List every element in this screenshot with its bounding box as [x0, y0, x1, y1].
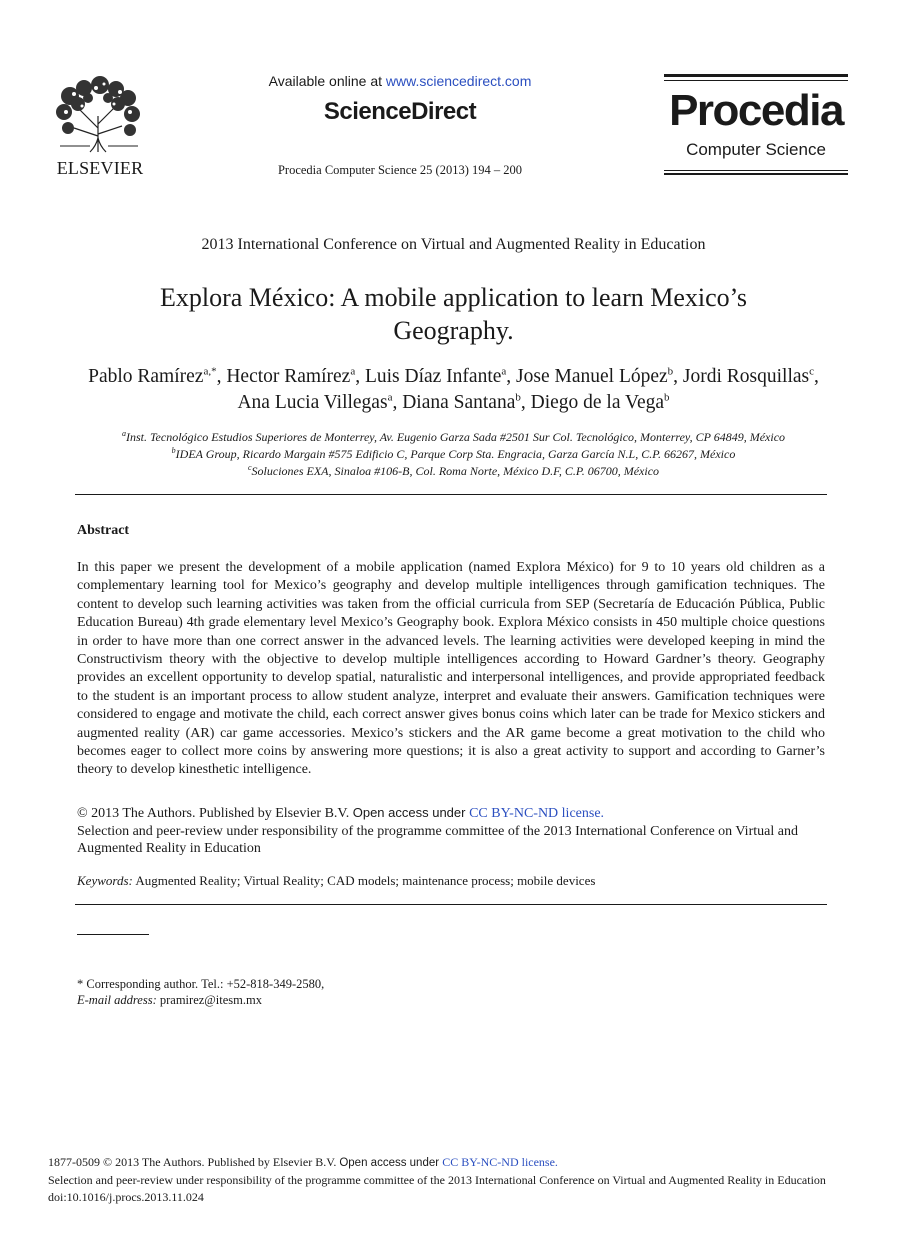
affiliation-list: [40, 429, 867, 480]
author-name: Ana Lucia Villegas: [237, 392, 388, 413]
copyright-line: [77, 804, 827, 823]
conference-name: 2013 International Conference on Virtual and Augmented Reality in Education: [201, 236, 706, 253]
author-separator: ,: [814, 366, 819, 387]
corresponding-author: * Corresponding author. Tel.: +52-818-349-2580,: [77, 977, 325, 991]
corresponding-author-footnote: [77, 976, 677, 1008]
author-separator: ,: [506, 366, 517, 387]
author-affiliation-mark: a: [501, 365, 507, 378]
author-name: Diego de la Vega: [530, 392, 665, 413]
affiliation-mark: c: [247, 463, 252, 472]
footnote-rule: [77, 934, 149, 935]
journal-logo: [664, 74, 848, 174]
author-separator: ,: [392, 392, 403, 413]
abstract-divider: [75, 904, 827, 905]
logo-rule-bottom: [664, 173, 848, 175]
affiliation-text: IDEA Group, Ricardo Margain #575 Edificio C, Parque Corp Sta. Engracia, Garza García N.L, C.P. 66267, México: [175, 447, 736, 461]
header-divider: [75, 494, 827, 495]
available-online: [200, 73, 600, 89]
logo-rule-top: [664, 74, 848, 77]
author-affiliation-mark: a: [387, 391, 393, 404]
affiliation-mark: b: [171, 446, 176, 455]
footer-license-link[interactable]: CC BY-NC-ND license.: [442, 1155, 558, 1169]
footer-copyright-text: 1877-0509 © 2013 The Authors. Published by Elsevier B.V.: [48, 1155, 340, 1169]
copyright-text: © 2013 The Authors. Published by Elsevier B.V.: [77, 806, 353, 821]
paper-title: [100, 281, 807, 347]
author-affiliation-mark: a,*: [203, 365, 217, 378]
author-separator: ,: [355, 366, 365, 387]
author-name: Diana Santana: [402, 392, 516, 413]
email-address[interactable]: pramirez@itesm.mx: [156, 993, 262, 1007]
author-name: Pablo Ramírez: [88, 366, 204, 387]
author-affiliation-mark: c: [809, 365, 815, 378]
journal-logo-main: Procedia: [669, 86, 843, 135]
title-line-1: Explora México: A mobile application to learn Mexico’s: [159, 283, 748, 312]
page-footer: [48, 1154, 848, 1206]
affiliation-text: Soluciones EXA, Sinaloa #106-B, Col. Roma Norte, México D.F, C.P. 06700, México: [251, 464, 660, 478]
footer-peer-review: Selection and peer-review under responsibility of the programme committee of the 2013 International Conference on Virtual and Augmented Reality in Education: [48, 1173, 826, 1187]
sciencedirect-link[interactable]: www.sciencedirect.com: [385, 73, 532, 89]
author-separator: ,: [216, 366, 227, 387]
author-affiliation-mark: b: [667, 365, 674, 378]
email-line: [77, 992, 677, 1008]
license-link[interactable]: CC BY-NC-ND license.: [469, 806, 605, 821]
platform-name: ScienceDirect: [323, 98, 477, 125]
journal-reference: Procedia Computer Science 25 (2013) 194 – 200: [277, 163, 523, 177]
author-separator: ,: [673, 366, 683, 387]
author-name: Hector Ramírez: [226, 366, 351, 387]
logo-rule-top-thin: [664, 80, 848, 81]
doi: doi:10.1016/j.procs.2013.11.024: [48, 1190, 204, 1204]
title-line-2: Geography.: [393, 316, 514, 345]
author-affiliation-mark: a: [350, 365, 356, 378]
affiliation-line: [40, 463, 867, 480]
author-name: Jordi Rosquillas: [682, 366, 810, 387]
email-label: E-mail address:: [77, 993, 157, 1007]
author-name: Jose Manuel López: [516, 366, 668, 387]
footer-copyright: [48, 1154, 848, 1172]
abstract-body: In this paper we present the development of a mobile application (named Explora México) for 9 to 10 years old children as a complementary learning tool for Mexico’s geography and develop multiple intelligences through gamification techniques. The content to develop such learning activities was taken from the official curricula from SEP (Secretaría de Educación Pública, Public Education Bureau) 4th grade elementary level Mexico’s Geography book. Explora México consists in 450 multiple choice questions in order to have more than one correct answer in the advanced levels. The learning activities were developed keeping in mind the Constructivism theory with the objective to develop multiple intelligences according to Howard Gardner’s theory. Geography provides an excellent opportunity to develop spatial, naturalistic and interpersonal intelligences, and provide appropriated feedback to the student is an important process to allow student analyze, interpret and evaluate their answers. Gamification techniques were considered to engage and motivate the child, each correct answer gives bonus coins which later can be trade for Mexico stickers and augmented reality (AR) car game accessories. Mexico’s stickers and the AR game become a great motivation to the child who becomes eager to collect more coins by answering more questions; it is also a great activity to support and according to Garner’s theory to develop kinesthetic intelligence.: [77, 560, 825, 778]
affiliation-line: [40, 446, 867, 463]
keywords: [77, 873, 827, 889]
author-affiliation-mark: b: [515, 391, 521, 404]
keywords-text: Augmented Reality; Virtual Reality; CAD models; maintenance process; mobile devices: [132, 873, 596, 888]
abstract-heading: Abstract: [77, 523, 130, 538]
affiliation-line: [40, 429, 867, 446]
footer-open-access: Open access under: [339, 1157, 443, 1169]
author-name: Luis Díaz Infante: [364, 366, 502, 387]
available-prefix: Available online at: [268, 73, 386, 89]
affiliation-mark: a: [121, 429, 126, 438]
publisher-name: ELSEVIER: [56, 158, 144, 178]
logo-rule-bottom-thin: [664, 170, 848, 171]
author-list: [70, 364, 837, 416]
keywords-label: Keywords:: [77, 873, 133, 888]
peer-review-statement: Selection and peer-review under responsibility of the programme committee of the 2013 International Conference on Virtual and Augmented Reality in Education: [77, 823, 798, 856]
affiliation-text: Inst. Tecnológico Estudios Superiores de Monterrey, Av. Eugenio Garza Sada #2501 Sur Col. Tecnológico, Monterrey, CP 64849, México: [125, 430, 786, 444]
author-affiliation-mark: b: [664, 391, 670, 404]
author-separator: ,: [520, 392, 531, 413]
copyright-notice: [77, 804, 827, 858]
open-access-text: Open access under: [352, 805, 470, 820]
journal-logo-sub: Computer Science: [686, 140, 826, 159]
